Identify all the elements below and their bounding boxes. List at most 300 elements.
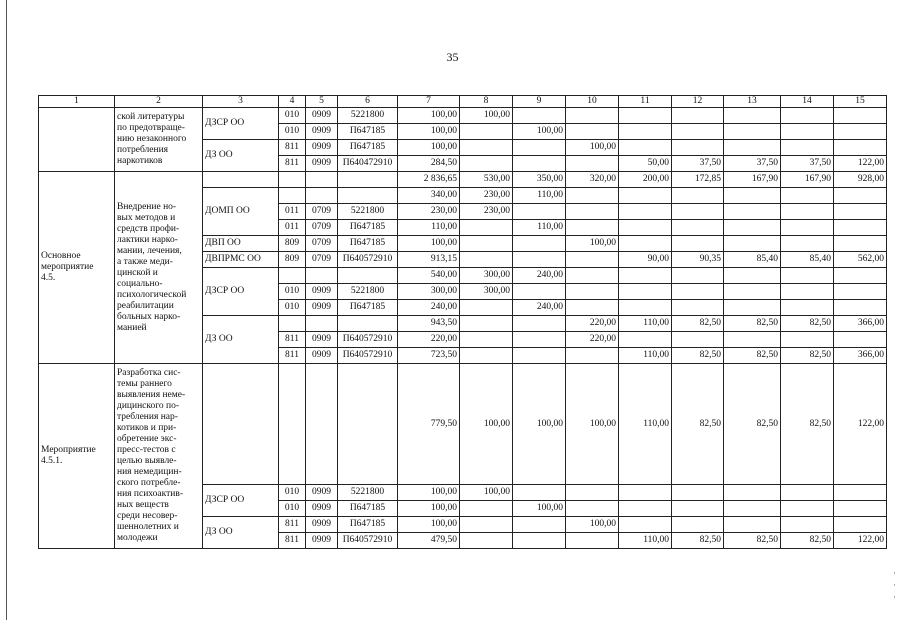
table-cell: 82,50 xyxy=(724,364,781,485)
name-cell xyxy=(39,172,115,364)
table-cell: 540,00 xyxy=(398,268,460,284)
table-cell: 366,00 xyxy=(834,348,887,364)
table-cell xyxy=(338,188,398,204)
table-cell: 100,00 xyxy=(398,108,460,124)
table-cell: 0709 xyxy=(306,252,338,268)
name-cell-line: мероприятие xyxy=(41,262,94,272)
table-cell xyxy=(672,204,724,220)
table-cell: 240,00 xyxy=(513,268,566,284)
description-cell-line: Внедрение но- xyxy=(117,201,177,212)
description-cell-line: нию незаконного xyxy=(117,134,187,144)
executor-cell: ДЗ ОО xyxy=(203,316,279,364)
table-cell xyxy=(566,533,619,549)
table-cell xyxy=(513,485,566,501)
table-cell: 928,00 xyxy=(834,172,887,188)
table-cell: 37,50 xyxy=(724,156,781,172)
table-cell: 100,00 xyxy=(566,364,619,485)
description-cell-line: шеннолетних и xyxy=(117,522,179,532)
table-cell xyxy=(781,220,834,236)
header-cell: 9 xyxy=(513,96,566,108)
table-cell xyxy=(834,501,887,517)
table-cell xyxy=(672,140,724,156)
margin-mark: · xyxy=(893,568,896,578)
table-cell xyxy=(460,533,513,549)
table-cell xyxy=(781,140,834,156)
table-cell xyxy=(460,517,513,533)
header-cell: 2 xyxy=(115,96,203,108)
table-cell xyxy=(513,348,566,364)
table-cell: 811 xyxy=(279,332,306,348)
table-cell xyxy=(566,268,619,284)
table-cell: 0909 xyxy=(306,533,338,549)
table-cell: 0909 xyxy=(306,108,338,124)
table-cell: 0709 xyxy=(306,220,338,236)
executor-cell: ДЗ ОО xyxy=(203,517,279,549)
table-cell: 811 xyxy=(279,348,306,364)
name-cell xyxy=(39,108,115,172)
header-cell: 5 xyxy=(306,96,338,108)
executor-cell xyxy=(203,172,279,188)
table-cell xyxy=(781,332,834,348)
table-cell xyxy=(513,284,566,300)
table-cell xyxy=(566,108,619,124)
table-cell xyxy=(724,501,781,517)
table-cell xyxy=(724,236,781,252)
table-cell xyxy=(834,300,887,316)
table-cell: 0709 xyxy=(306,204,338,220)
description-cell-line: потребления xyxy=(117,145,169,155)
table-cell xyxy=(781,284,834,300)
table-cell xyxy=(338,268,398,284)
table-cell xyxy=(834,284,887,300)
name-cell-line: Основное xyxy=(41,251,81,261)
table-cell: 100,00 xyxy=(460,108,513,124)
description-cell-line: выявления неме- xyxy=(117,390,186,400)
table-cell xyxy=(566,156,619,172)
table-cell xyxy=(834,485,887,501)
description-cell-line: целью выявле- xyxy=(117,456,177,466)
table-cell: 122,00 xyxy=(834,364,887,485)
table-cell xyxy=(460,501,513,517)
table-cell xyxy=(566,124,619,140)
table-cell: 110,00 xyxy=(619,348,672,364)
table-row xyxy=(39,364,887,485)
table-cell: 562,00 xyxy=(834,252,887,268)
name-cell-line: Мероприятие xyxy=(41,445,96,455)
table-cell xyxy=(672,332,724,348)
table-cell: 2 836,65 xyxy=(398,172,460,188)
table-cell: 100,00 xyxy=(566,140,619,156)
table-cell xyxy=(781,517,834,533)
table-cell: 110,00 xyxy=(513,188,566,204)
table-cell: 90,00 xyxy=(619,252,672,268)
table-cell: 530,00 xyxy=(460,172,513,188)
table-cell xyxy=(460,332,513,348)
table-cell: 82,50 xyxy=(781,364,834,485)
table-cell xyxy=(781,236,834,252)
executor-cell: ДОМП ОО xyxy=(203,188,279,236)
table-cell: 5221800 xyxy=(338,108,398,124)
table-cell xyxy=(619,140,672,156)
table-cell xyxy=(672,517,724,533)
description-cell-line: цинской и xyxy=(117,267,158,278)
table-cell xyxy=(306,316,338,332)
table-cell: 0909 xyxy=(306,485,338,501)
table-cell: П647185 xyxy=(338,140,398,156)
table-cell: П640572910 xyxy=(338,252,398,268)
table-cell: 011 xyxy=(279,204,306,220)
table-cell: 167,90 xyxy=(781,172,834,188)
table-cell xyxy=(834,268,887,284)
table-cell xyxy=(834,188,887,204)
table-cell xyxy=(566,220,619,236)
table-cell: 82,50 xyxy=(672,364,724,485)
table-cell: 100,00 xyxy=(460,485,513,501)
table-cell xyxy=(781,501,834,517)
table-cell: 122,00 xyxy=(834,156,887,172)
table-cell xyxy=(619,517,672,533)
table-cell: П640572910 xyxy=(338,348,398,364)
table-cell xyxy=(619,485,672,501)
table-cell: 010 xyxy=(279,300,306,316)
table-cell xyxy=(834,124,887,140)
table-cell: П647185 xyxy=(338,501,398,517)
table-cell: 220,00 xyxy=(566,332,619,348)
table-cell xyxy=(834,332,887,348)
table-cell xyxy=(781,204,834,220)
table-cell xyxy=(619,501,672,517)
table-cell: 100,00 xyxy=(513,501,566,517)
page-number: 35 xyxy=(446,50,459,64)
table-cell xyxy=(306,268,338,284)
table-cell: 240,00 xyxy=(513,300,566,316)
table-cell: 37,50 xyxy=(672,156,724,172)
table-cell xyxy=(460,124,513,140)
description-cell-line: социально- xyxy=(117,278,163,289)
table-cell: 010 xyxy=(279,284,306,300)
table-cell: 110,00 xyxy=(398,220,460,236)
description-cell-line: Разработка сис- xyxy=(117,368,181,378)
table-cell: 100,00 xyxy=(398,140,460,156)
table-cell: 809 xyxy=(279,252,306,268)
header-cell: 7 xyxy=(398,96,460,108)
table-cell xyxy=(619,236,672,252)
table-cell xyxy=(724,108,781,124)
executor-cell: ДЗ ОО xyxy=(203,140,279,172)
table-cell xyxy=(513,236,566,252)
table-cell: 37,50 xyxy=(781,156,834,172)
table-cell: 779,50 xyxy=(398,364,460,485)
table-cell: 110,00 xyxy=(619,533,672,549)
table-cell: 300,00 xyxy=(398,284,460,300)
header-cell: 14 xyxy=(781,96,834,108)
table-cell xyxy=(834,517,887,533)
table-cell xyxy=(619,124,672,140)
table-cell xyxy=(672,108,724,124)
table-cell xyxy=(834,140,887,156)
table-cell: П647185 xyxy=(338,124,398,140)
table-cell: 110,00 xyxy=(619,364,672,485)
table-cell xyxy=(724,332,781,348)
table-cell: 0909 xyxy=(306,332,338,348)
table-cell: 0909 xyxy=(306,501,338,517)
header-cell: 8 xyxy=(460,96,513,108)
margin-mark: · xyxy=(893,580,896,590)
table-cell xyxy=(279,316,306,332)
table-cell: 220,00 xyxy=(566,316,619,332)
table-cell: 811 xyxy=(279,140,306,156)
table-cell xyxy=(672,284,724,300)
description-cell-line: манией xyxy=(117,322,147,333)
table-cell xyxy=(279,268,306,284)
table-cell: 0909 xyxy=(306,124,338,140)
table-cell xyxy=(619,108,672,124)
table-cell xyxy=(781,268,834,284)
table-cell xyxy=(672,501,724,517)
table-cell: 110,00 xyxy=(513,220,566,236)
left-margin-rule xyxy=(6,0,7,620)
description-cell-line: мании, лечения, xyxy=(117,245,182,256)
table-cell: П640472910 xyxy=(338,156,398,172)
executor-cell: ДВП ОО xyxy=(203,236,279,252)
table-cell xyxy=(619,332,672,348)
table-cell xyxy=(513,533,566,549)
table-cell: 82,50 xyxy=(781,316,834,332)
description-cell-line: среди несовер- xyxy=(117,511,178,521)
table-cell: 82,50 xyxy=(672,348,724,364)
table-cell: 300,00 xyxy=(460,284,513,300)
table-cell: 100,00 xyxy=(566,517,619,533)
table-cell xyxy=(566,485,619,501)
table-cell: 0909 xyxy=(306,348,338,364)
margin-mark: · xyxy=(893,592,896,602)
table-cell: 943,50 xyxy=(398,316,460,332)
table-cell xyxy=(781,485,834,501)
table-cell xyxy=(566,501,619,517)
table-cell: 82,50 xyxy=(724,316,781,332)
table-cell: 300,00 xyxy=(460,268,513,284)
table-cell: 240,00 xyxy=(398,300,460,316)
table-cell: П647185 xyxy=(338,300,398,316)
table-cell: 723,50 xyxy=(398,348,460,364)
table-cell xyxy=(834,204,887,220)
header-cell: 3 xyxy=(203,96,279,108)
table-cell xyxy=(672,220,724,236)
table-cell: 85,40 xyxy=(781,252,834,268)
table-cell xyxy=(781,188,834,204)
table-cell xyxy=(566,284,619,300)
table-cell xyxy=(724,220,781,236)
table-cell xyxy=(724,284,781,300)
table-cell xyxy=(460,316,513,332)
table-cell: 340,00 xyxy=(398,188,460,204)
table-cell xyxy=(566,300,619,316)
header-cell: 10 xyxy=(566,96,619,108)
table-cell: 100,00 xyxy=(398,236,460,252)
table-cell xyxy=(306,172,338,188)
description-cell-line: лактики нарко- xyxy=(117,234,178,245)
table-cell xyxy=(834,236,887,252)
table-cell: П647185 xyxy=(338,220,398,236)
table-cell: 82,50 xyxy=(724,348,781,364)
table-cell xyxy=(672,268,724,284)
executor-cell: ДЗСР ОО xyxy=(203,268,279,316)
table-cell: 479,50 xyxy=(398,533,460,549)
table-cell: 010 xyxy=(279,501,306,517)
table-cell: 122,00 xyxy=(834,533,887,549)
description-cell-line: ской литературы xyxy=(117,112,185,122)
table-cell xyxy=(724,485,781,501)
table-row xyxy=(39,108,887,124)
description-cell-line: обретение экс- xyxy=(117,434,177,444)
table-cell xyxy=(338,172,398,188)
header-row xyxy=(39,96,887,108)
table-cell xyxy=(460,220,513,236)
table-cell: 230,00 xyxy=(460,188,513,204)
description-cell-line: котиков и при- xyxy=(117,423,177,433)
table-cell: 200,00 xyxy=(619,172,672,188)
description-cell-line: ния немедицин- xyxy=(117,467,182,477)
table-cell xyxy=(460,348,513,364)
table-cell xyxy=(724,300,781,316)
table-cell: 82,50 xyxy=(672,533,724,549)
description-cell xyxy=(115,108,203,172)
table-cell xyxy=(460,236,513,252)
table-cell: 284,50 xyxy=(398,156,460,172)
table-cell xyxy=(619,300,672,316)
table-cell: 350,00 xyxy=(513,172,566,188)
description-cell-line: психологической xyxy=(117,289,187,300)
description-cell-line: средств профи- xyxy=(117,223,180,234)
table-cell xyxy=(338,316,398,332)
description-cell-line: пресс-тестов с xyxy=(117,445,176,455)
header-cell: 13 xyxy=(724,96,781,108)
table-cell xyxy=(338,364,398,485)
table-cell xyxy=(672,236,724,252)
table-cell: 320,00 xyxy=(566,172,619,188)
executor-cell: ДЗСР ОО xyxy=(203,108,279,140)
table-cell: 82,50 xyxy=(672,316,724,332)
table-cell xyxy=(306,364,338,485)
table-cell xyxy=(513,517,566,533)
table-cell xyxy=(279,172,306,188)
description-cell-line: темы раннего xyxy=(117,379,172,389)
header-cell: 15 xyxy=(834,96,887,108)
table-row xyxy=(39,172,887,188)
executor-cell: ДЗСР ОО xyxy=(203,485,279,517)
table-cell: 0909 xyxy=(306,156,338,172)
table-cell xyxy=(672,188,724,204)
table-cell xyxy=(672,300,724,316)
table-cell: 010 xyxy=(279,124,306,140)
description-cell-line: наркотиков xyxy=(117,156,163,166)
table-cell: 82,50 xyxy=(724,533,781,549)
description-cell-line: ского потребле- xyxy=(117,478,181,488)
description-cell-line: дицинского по- xyxy=(117,401,180,411)
table-cell: 809 xyxy=(279,236,306,252)
table-cell xyxy=(513,316,566,332)
table-cell: П640572910 xyxy=(338,332,398,348)
table-cell: 811 xyxy=(279,517,306,533)
table-cell: 0909 xyxy=(306,140,338,156)
description-cell-line: а также меди- xyxy=(117,256,173,267)
table-cell xyxy=(619,220,672,236)
description-cell-line: по предотвраще- xyxy=(117,123,185,133)
table-cell: 230,00 xyxy=(398,204,460,220)
table-cell xyxy=(460,252,513,268)
header-cell: 12 xyxy=(672,96,724,108)
table-cell: 82,50 xyxy=(781,533,834,549)
table-cell: 0909 xyxy=(306,300,338,316)
table-cell: 82,50 xyxy=(781,348,834,364)
description-cell-line: ных веществ xyxy=(117,500,169,510)
table-cell: 913,15 xyxy=(398,252,460,268)
table-cell xyxy=(619,284,672,300)
name-cell xyxy=(39,364,115,549)
table-cell: П647185 xyxy=(338,517,398,533)
table-cell xyxy=(460,140,513,156)
table-cell xyxy=(460,156,513,172)
budget-table xyxy=(38,95,887,549)
table-cell: 0709 xyxy=(306,236,338,252)
table-cell xyxy=(566,188,619,204)
header-cell: 11 xyxy=(619,96,672,108)
table-cell xyxy=(566,204,619,220)
executor-cell xyxy=(203,364,279,485)
table-cell: 811 xyxy=(279,156,306,172)
table-cell xyxy=(672,124,724,140)
table-cell xyxy=(672,485,724,501)
table-cell: 010 xyxy=(279,485,306,501)
description-cell xyxy=(115,364,203,549)
table-cell: 172,85 xyxy=(672,172,724,188)
table-cell: 85,40 xyxy=(724,252,781,268)
table-cell: 100,00 xyxy=(398,124,460,140)
name-cell-line: 4.5. xyxy=(41,273,56,283)
table-cell xyxy=(724,204,781,220)
table-cell xyxy=(513,204,566,220)
table-cell: 230,00 xyxy=(460,204,513,220)
table-cell: 5221800 xyxy=(338,204,398,220)
table-cell: 366,00 xyxy=(834,316,887,332)
table-cell xyxy=(724,124,781,140)
header-cell: 4 xyxy=(279,96,306,108)
table-cell: П640572910 xyxy=(338,533,398,549)
table-cell xyxy=(460,300,513,316)
table-cell xyxy=(781,108,834,124)
table-cell xyxy=(724,188,781,204)
table-cell: 100,00 xyxy=(460,364,513,485)
table-cell xyxy=(724,268,781,284)
table-cell xyxy=(619,188,672,204)
table-cell xyxy=(781,300,834,316)
table-cell xyxy=(724,140,781,156)
description-cell-line: молодежи xyxy=(117,533,158,543)
header-cell: 1 xyxy=(39,96,115,108)
executor-cell: ДВПРМС ОО xyxy=(203,252,279,268)
table-cell: 0909 xyxy=(306,517,338,533)
table-cell xyxy=(566,348,619,364)
table-cell: 110,00 xyxy=(619,316,672,332)
table-cell: 5221800 xyxy=(338,284,398,300)
table-cell: 011 xyxy=(279,220,306,236)
table-cell xyxy=(834,108,887,124)
table-cell: 220,00 xyxy=(398,332,460,348)
table-cell: 811 xyxy=(279,533,306,549)
table-cell xyxy=(619,268,672,284)
table-cell xyxy=(306,188,338,204)
table-cell xyxy=(619,204,672,220)
